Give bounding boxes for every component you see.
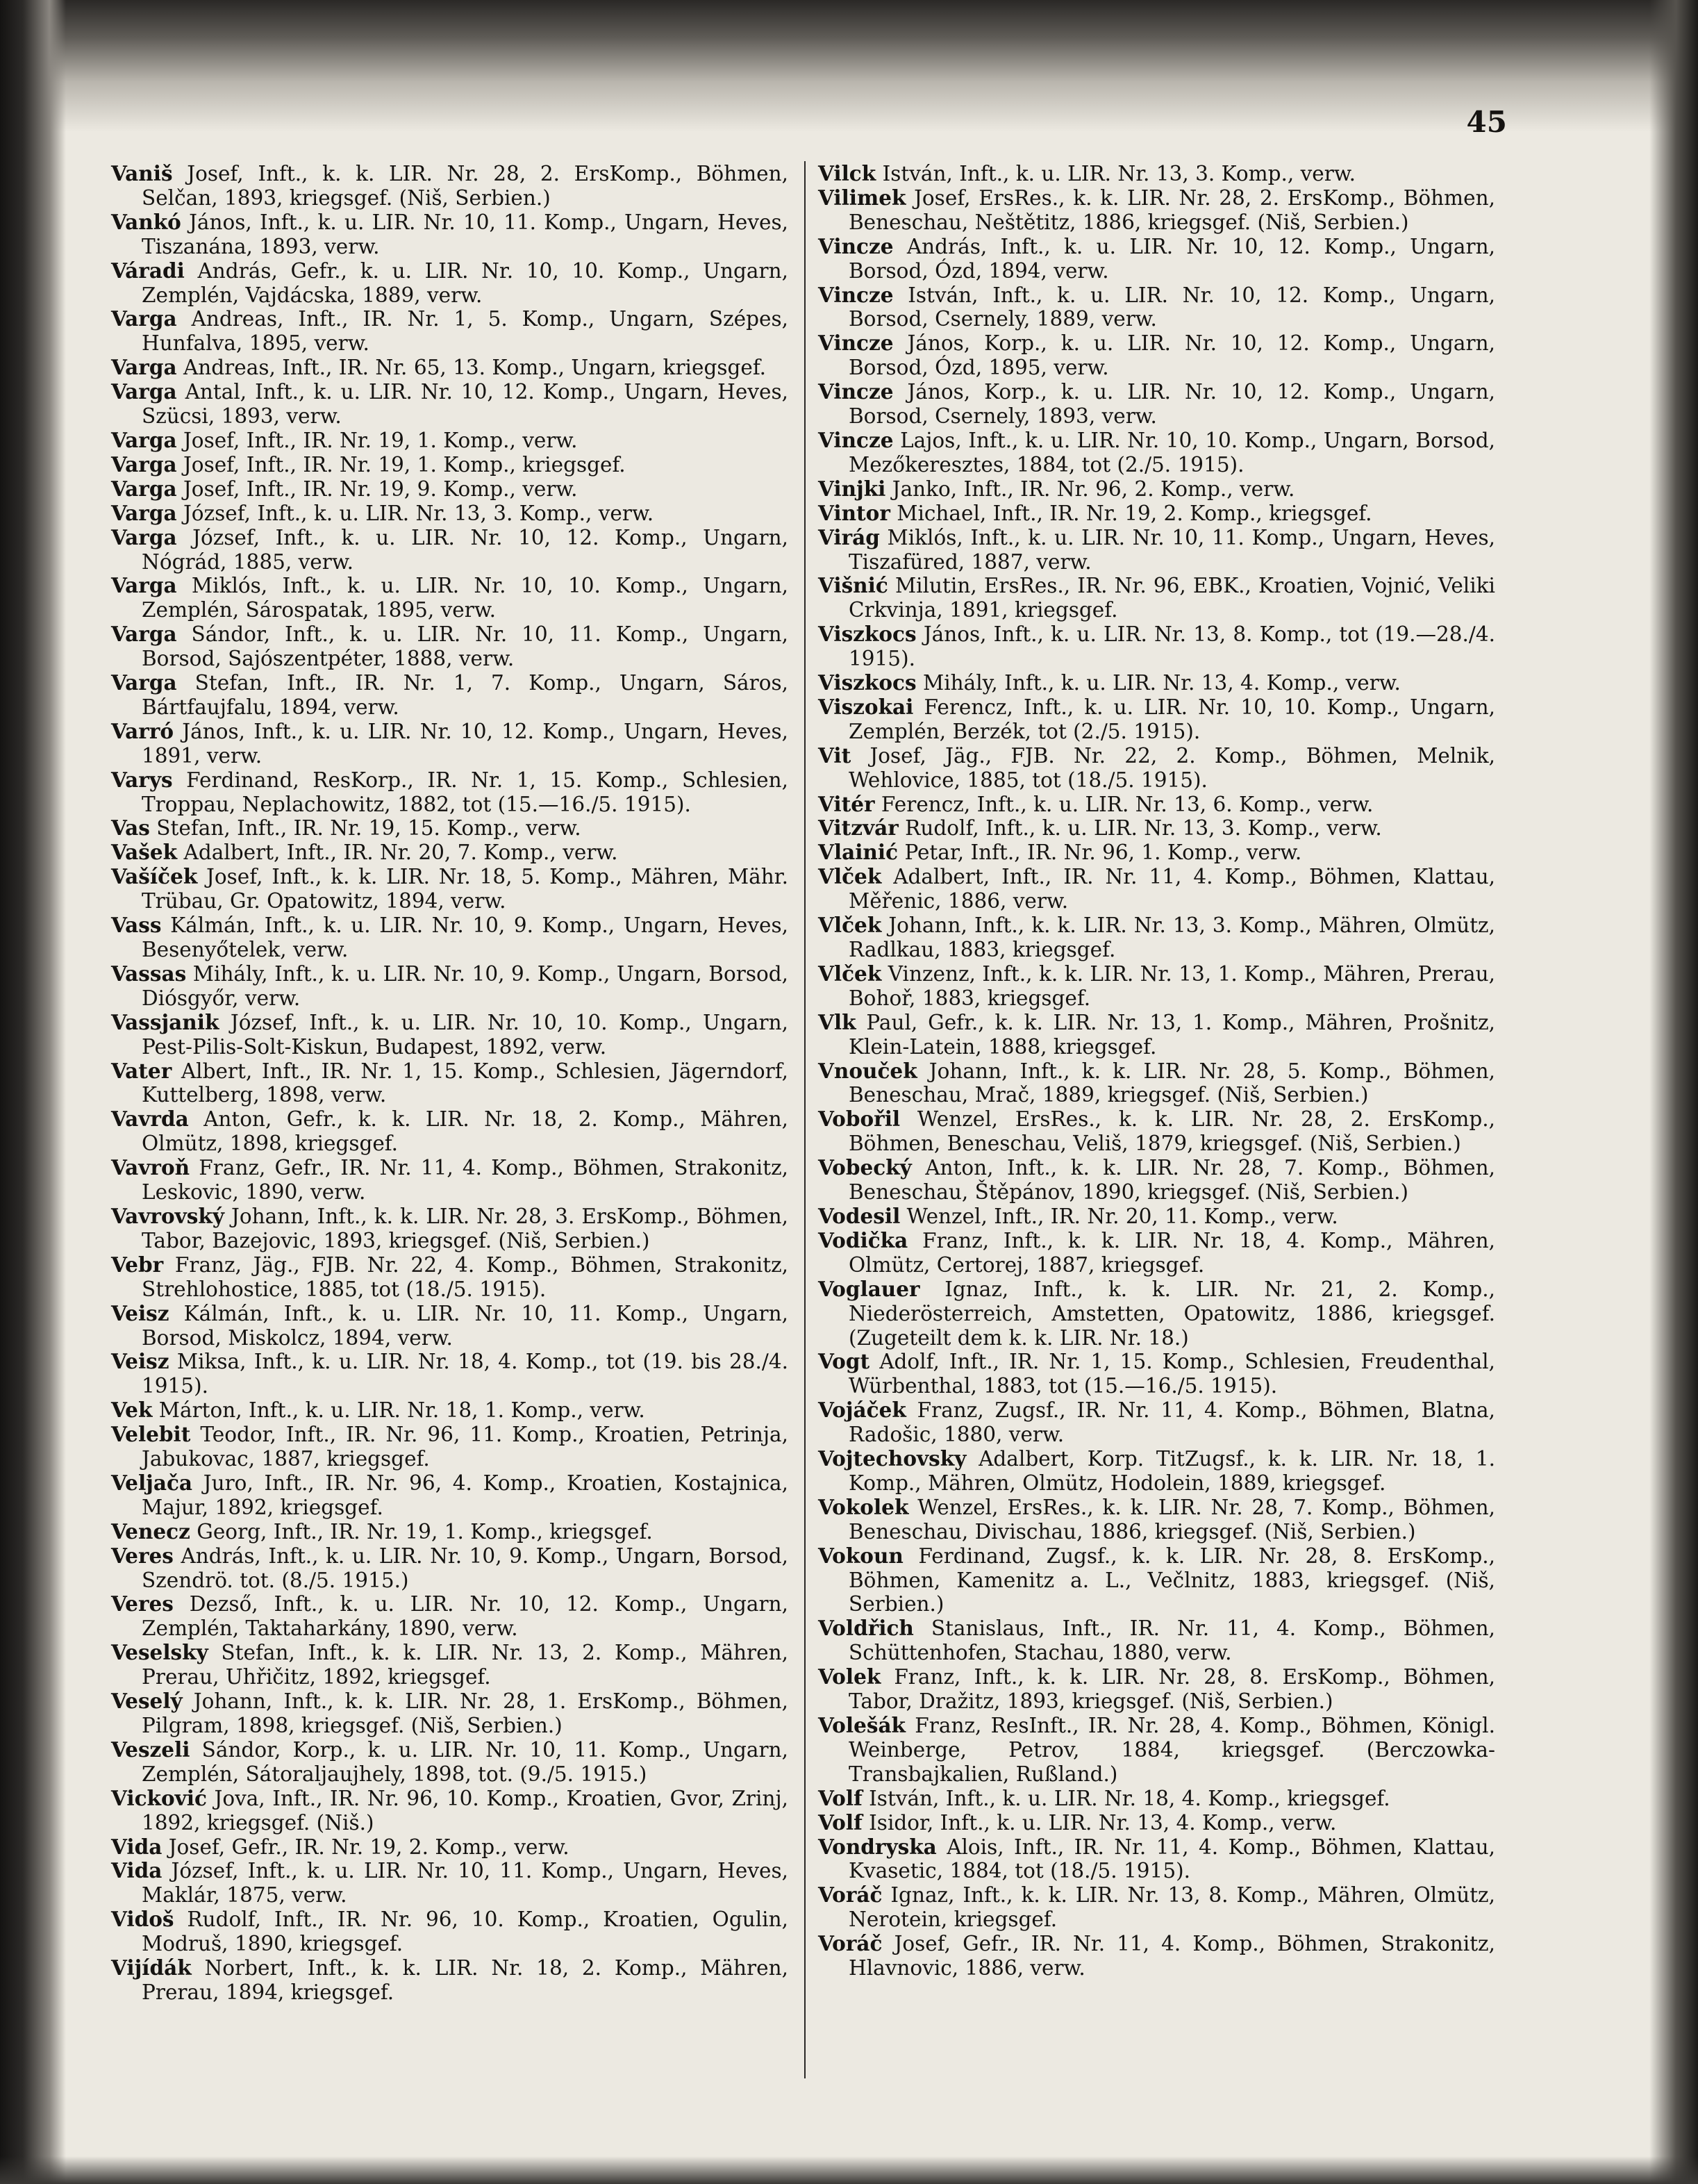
entry-details: András, Inft., k. u. LIR. Nr. 10, 12. Komp., Ungarn, Borsod, Ózd, 1894, verw.	[849, 234, 1495, 283]
list-item	[818, 841, 1495, 865]
list-item	[111, 865, 788, 913]
entry-surname: Vincze	[818, 427, 894, 452]
entry-details: Johann, Inft., k. k. LIR. Nr. 28, 1. ErsKomp., Böhmen, Pilgram, 1898, kriegsgef. (Niš, Serbien.)	[142, 1689, 788, 1737]
entry-details: Kálmán, Inft., k. u. LIR. Nr. 10, 11. Komp., Ungarn, Borsod, Miskolcz, 1894, verw.	[142, 1301, 788, 1350]
list-item	[111, 1471, 788, 1520]
entry-surname: Vlček	[818, 961, 882, 986]
entry-surname: Vassas	[111, 961, 187, 986]
entry-surname: Varys	[111, 767, 173, 792]
entry-details: Andreas, Inft., IR. Nr. 65, 13. Komp., Ungarn, kriegsgef.	[183, 356, 767, 380]
entry-details: Mihály, Inft., k. u. LIR. Nr. 13, 4. Komp., verw.	[923, 671, 1401, 695]
list-item	[818, 1107, 1495, 1156]
entry-surname: Vlainić	[818, 840, 899, 865]
entry-details: Ferencz, Inft., k. u. LIR. Nr. 10, 10. Komp., Ungarn, Zemplén, Berzék, tot (2./5. 1915).	[849, 695, 1495, 743]
entry-details: Andreas, Inft., IR. Nr. 1, 5. Komp., Ungarn, Szépes, Hunfalva, 1895, verw.	[142, 307, 788, 356]
list-item	[111, 671, 788, 720]
entry-details: József, Inft., k. u. LIR. Nr. 13, 3. Komp., verw.	[183, 501, 654, 525]
entry-surname: Vijídák	[111, 1955, 192, 1980]
list-item	[818, 186, 1495, 235]
entry-details: János, Inft., k. u. LIR. Nr. 13, 8. Komp., tot (19.—28./4. 1915).	[849, 622, 1495, 671]
entry-details: Alois, Inft., IR. Nr. 11, 4. Komp., Böhmen, Klattau, Kvasetic, 1884, tot (18./5. 1915).	[849, 1835, 1495, 1883]
list-item	[818, 695, 1495, 744]
list-item	[818, 816, 1495, 841]
entry-details: Jova, Inft., IR. Nr. 96, 10. Komp., Kroatien, Gvor, Zrinj, 1892, kriegsgef. (Niš.)	[142, 1786, 788, 1835]
list-item	[111, 1689, 788, 1738]
entry-surname: Vas	[111, 816, 150, 841]
entry-surname: Veisz	[111, 1349, 169, 1374]
entry-surname: Vlček	[818, 913, 882, 938]
entry-details: Norbert, Inft., k. k. LIR. Nr. 18, 2. Komp., Mähren, Prerau, 1894, kriegsgef.	[142, 1956, 788, 2004]
entry-details: Adalbert, Inft., IR. Nr. 20, 7. Komp., verw.	[183, 841, 618, 865]
entry-surname: Vlček	[818, 864, 882, 889]
entry-details: Michael, Inft., IR. Nr. 19, 2. Komp., kriegsgef.	[897, 501, 1372, 525]
list-item	[818, 1277, 1495, 1350]
entry-details: Petar, Inft., IR. Nr. 96, 1. Komp., verw.	[904, 841, 1302, 865]
entry-surname: Varga	[111, 476, 177, 501]
list-item	[111, 429, 788, 453]
entry-surname: Virág	[818, 524, 880, 549]
entry-surname: Varga	[111, 427, 177, 452]
entry-details: Wenzel, ErsRes., k. k. LIR. Nr. 28, 7. Komp., Böhmen, Beneschau, Divischau, 1886, kriegsgef. (Niš, Serbien.)	[849, 1495, 1495, 1544]
entry-details: Miklós, Inft., k. u. LIR. Nr. 10, 11. Komp., Ungarn, Heves, Tiszafüred, 1887, verw.	[849, 525, 1495, 574]
entry-details: Josef, Inft., IR. Nr. 19, 1. Komp., kriegsgef.	[183, 452, 626, 477]
list-item	[818, 962, 1495, 1011]
entry-surname: Vokoun	[818, 1543, 904, 1568]
entry-surname: Vilimek	[818, 185, 906, 210]
entry-surname: Volek	[818, 1664, 881, 1689]
list-item	[111, 1398, 788, 1423]
entry-surname: Voglauer	[818, 1276, 920, 1301]
entry-details: Franz, Inft., k. k. LIR. Nr. 18, 4. Komp., Mähren, Olmütz, Certorej, 1887, kriegsgef.	[849, 1228, 1495, 1277]
entry-details: József, Inft., k. u. LIR. Nr. 10, 10. Komp., Ungarn, Pest-Pilis-Solt-Kiskun, Budapest, 1892, verw.	[142, 1010, 788, 1059]
list-item	[818, 1714, 1495, 1787]
entry-details: Lajos, Inft., k. u. LIR. Nr. 10, 10. Komp., Ungarn, Borsod, Mezőkeresztes, 1884, tot (2./5. 1915).	[849, 428, 1495, 477]
entry-surname: Vobecký	[818, 1155, 912, 1180]
list-item	[111, 622, 788, 671]
entry-surname: Vokolek	[818, 1494, 909, 1519]
entry-details: Miksa, Inft., k. u. LIR. Nr. 18, 4. Komp., tot (19. bis 28./4. 1915).	[142, 1350, 788, 1398]
list-item	[111, 162, 788, 210]
entry-details: Josef, Jäg., FJB. Nr. 22, 2. Komp., Böhmen, Melnik, Wehlovice, 1885, tot (18./5. 1915).	[849, 743, 1495, 792]
list-item	[111, 1302, 788, 1350]
list-item	[818, 671, 1495, 695]
entry-surname: Varga	[111, 355, 177, 380]
entry-details: Rudolf, Inft., IR. Nr. 96, 10. Komp., Kroatien, Ogulin, Modruš, 1890, kriegsgef.	[142, 1908, 788, 1956]
entry-surname: Viszkocs	[818, 622, 917, 647]
list-item	[818, 1205, 1495, 1229]
list-item	[111, 1350, 788, 1398]
entry-details: József, Inft., k. u. LIR. Nr. 10, 11. Komp., Ungarn, Heves, Maklár, 1875, verw.	[142, 1859, 788, 1908]
entry-surname: Vidoš	[111, 1907, 174, 1932]
list-item	[111, 1011, 788, 1059]
entry-details: János, Inft., k. u. LIR. Nr. 10, 11. Komp., Ungarn, Heves, Tiszanána, 1893, verw.	[142, 210, 788, 258]
entry-surname: Višnić	[818, 573, 888, 598]
list-item	[111, 526, 788, 574]
entry-surname: Varga	[111, 500, 177, 525]
entry-surname: Vincze	[818, 379, 894, 404]
list-item	[818, 1156, 1495, 1205]
entry-surname: Vincze	[818, 282, 894, 307]
entry-details: Johann, Inft., k. k. LIR. Nr. 28, 5. Komp., Böhmen, Beneschau, Mrač, 1889, kriegsgef. (Niš, Serbien.)	[849, 1059, 1495, 1107]
entry-surname: Veselsky	[111, 1640, 208, 1665]
list-item	[111, 1205, 788, 1253]
entry-details: Johann, Inft., k. k. LIR. Nr. 13, 3. Komp., Mähren, Olmütz, Radlkau, 1883, kriegsgef.	[849, 913, 1495, 961]
entry-surname: Vobořil	[818, 1107, 901, 1132]
entry-surname: Vaniš	[111, 161, 173, 185]
list-item	[818, 283, 1495, 332]
page-shadow-top	[0, 0, 1698, 132]
list-item	[111, 380, 788, 429]
entry-surname: Viszokai	[818, 694, 914, 719]
list-item	[818, 526, 1495, 574]
list-item	[818, 380, 1495, 429]
entry-surname: Vit	[818, 743, 851, 768]
entry-surname: Vassjanik	[111, 1009, 219, 1034]
list-item	[111, 1253, 788, 1302]
entry-details: Franz, Inft., k. k. LIR. Nr. 28, 8. ErsKomp., Böhmen, Tabor, Dražitz, 1893, kriegsgef. (Niš, Serbien.)	[849, 1665, 1495, 1714]
entry-details: Adalbert, Korp. TitZugsf., k. k. LIR. Nr. 18, 1. Komp., Mähren, Olmütz, Hodolein, 1889, kriegsgef.	[849, 1447, 1495, 1495]
entry-details: Janko, Inft., IR. Nr. 96, 2. Komp., verw.	[892, 477, 1295, 501]
entry-details: Rudolf, Inft., k. u. LIR. Nr. 13, 3. Komp., verw.	[905, 816, 1382, 841]
entry-details: Johann, Inft., k. k. LIR. Nr. 28, 3. ErsKomp., Böhmen, Tabor, Bazejovic, 1893, kriegsgef. (Niš, Serbien.)	[142, 1204, 788, 1252]
entry-details: János, Korp., k. u. LIR. Nr. 10, 12. Komp., Ungarn, Borsod, Ózd, 1895, verw.	[849, 331, 1495, 380]
entry-surname: Velebit	[111, 1422, 191, 1447]
entry-details: Josef, Gefr., IR. Nr. 11, 4. Komp., Böhmen, Strakonitz, Hlavnovic, 1886, verw.	[849, 1932, 1495, 1980]
entry-surname: Voldřich	[818, 1616, 914, 1641]
entry-surname: Vnouček	[818, 1058, 917, 1083]
column-divider	[804, 161, 806, 2078]
list-item	[111, 1738, 788, 1787]
entry-surname: Vašíček	[111, 864, 198, 889]
entry-surname: Varga	[111, 306, 177, 331]
list-item	[111, 816, 788, 841]
list-item	[818, 1059, 1495, 1108]
entry-details: Josef, Inft., IR. Nr. 19, 9. Komp., verw.	[183, 477, 578, 501]
entry-surname: Vida	[111, 1858, 163, 1883]
list-item	[818, 1011, 1495, 1059]
entry-details: Franz, ResInft., IR. Nr. 28, 4. Komp., Böhmen, Königl. Weinberge, Petrov, 1884, kriegsgef. (Berczowka-Transbajkalien, Rußland.)	[849, 1714, 1495, 1786]
list-item	[111, 1835, 788, 1860]
right-column	[818, 162, 1495, 1980]
entry-details: Wenzel, Inft., IR. Nr. 20, 11. Komp., verw.	[906, 1204, 1338, 1228]
entry-surname: Varga	[111, 524, 177, 549]
list-item	[111, 962, 788, 1011]
list-item	[111, 1592, 788, 1641]
list-item	[818, 477, 1495, 502]
list-item	[818, 1665, 1495, 1714]
list-item	[818, 331, 1495, 380]
entry-details: József, Inft., k. u. LIR. Nr. 10, 12. Komp., Ungarn, Nógrád, 1885, verw.	[142, 525, 788, 574]
list-item	[111, 720, 788, 768]
entry-surname: Vondryska	[818, 1834, 937, 1859]
entry-details: Antal, Inft., k. u. LIR. Nr. 10, 12. Komp., Ungarn, Heves, Szücsi, 1893, verw.	[142, 380, 788, 429]
page-shadow-right	[1649, 0, 1698, 2184]
list-item	[818, 1932, 1495, 1980]
entry-details: Ignaz, Inft., k. k. LIR. Nr. 13, 8. Komp., Mähren, Olmütz, Nerotein, kriegsgef.	[849, 1883, 1495, 1932]
list-item	[818, 429, 1495, 477]
entry-details: Ferdinand, ResKorp., IR. Nr. 1, 15. Komp., Schlesien, Troppau, Neplachowitz, 1882, tot (15.—16./5. 1915).	[142, 768, 789, 816]
entry-surname: Vavrovský	[111, 1203, 224, 1228]
list-item	[818, 1883, 1495, 1932]
entry-surname: Vodesil	[818, 1203, 901, 1228]
entry-details: Milutin, ErsRes., IR. Nr. 96, EBK., Kroatien, Vojnić, Veliki Crkvinja, 1891, kriegsgef.	[849, 574, 1495, 622]
entry-surname: Voráč	[818, 1883, 883, 1908]
list-item	[111, 1641, 788, 1689]
list-item	[818, 1350, 1495, 1398]
entry-details: Anton, Gefr., k. k. LIR. Nr. 18, 2. Komp., Mähren, Olmütz, 1898, kriegsgef.	[142, 1107, 788, 1156]
entry-surname: Vincze	[818, 233, 894, 258]
list-item	[111, 841, 788, 865]
list-item	[111, 356, 788, 380]
list-item	[111, 1107, 788, 1156]
entry-surname: Volf	[818, 1810, 863, 1835]
list-item	[818, 913, 1495, 962]
list-item	[111, 574, 788, 622]
entry-surname: Váradi	[111, 258, 185, 283]
entry-surname: Veres	[111, 1543, 174, 1568]
page-shadow-bottom	[0, 2156, 1698, 2184]
entry-surname: Viszkocs	[818, 670, 917, 695]
entry-details: Georg, Inft., IR. Nr. 19, 1. Komp., kriegsgef.	[197, 1519, 653, 1544]
entry-details: János, Inft., k. u. LIR. Nr. 10, 12. Komp., Ungarn, Heves, 1891, verw.	[142, 719, 788, 768]
list-item	[111, 1423, 788, 1471]
entry-details: Teodor, Inft., IR. Nr. 96, 11. Komp., Kroatien, Petrinja, Jabukovac, 1887, kriegsgef.	[142, 1423, 788, 1471]
entry-surname: Vinjki	[818, 476, 886, 501]
entry-details: Dezső, Inft., k. u. LIR. Nr. 10, 12. Komp., Ungarn, Zemplén, Taktaharkány, 1890, verw.	[142, 1592, 788, 1641]
entry-details: Josef, ErsRes., k. k. LIR. Nr. 28, 2. ErsKomp., Böhmen, Beneschau, Neštětitz, 1886, kriegsgef. (Niš, Serbien.)	[849, 185, 1495, 234]
entry-details: István, Inft., k. u. LIR. Nr. 13, 3. Komp., verw.	[882, 162, 1356, 185]
entry-details: Sándor, Inft., k. u. LIR. Nr. 10, 11. Komp., Ungarn, Borsod, Sajószentpéter, 1888, verw.	[142, 622, 788, 671]
list-item	[111, 913, 788, 962]
entry-surname: Vodička	[818, 1227, 908, 1252]
list-item	[818, 1787, 1495, 1811]
entry-details: Adolf, Inft., IR. Nr. 1, 15. Komp., Schlesien, Freudenthal, Würbenthal, 1883, tot (15.—16./5. 1915).	[849, 1350, 1495, 1398]
list-item	[111, 768, 788, 817]
list-item	[111, 259, 788, 308]
entry-details: Márton, Inft., k. u. LIR. Nr. 18, 1. Komp., verw.	[158, 1398, 645, 1423]
entry-details: Anton, Inft., k. k. LIR. Nr. 28, 7. Komp., Böhmen, Beneschau, Štěpánov, 1890, kriegsgef. (Niš, Serbien.)	[849, 1156, 1495, 1205]
list-item	[818, 1616, 1495, 1665]
entry-details: Juro, Inft., IR. Nr. 96, 4. Komp., Kroatien, Kostajnica, Majur, 1892, kriegsgef.	[142, 1471, 788, 1519]
entry-details: Wenzel, ErsRes., k. k. LIR. Nr. 28, 2. ErsKomp., Böhmen, Beneschau, Veliš, 1879, kriegsgef. (Niš, Serbien.)	[849, 1107, 1495, 1156]
left-column	[111, 162, 788, 2005]
entry-details: Josef, Inft., IR. Nr. 19, 1. Komp., verw.	[183, 428, 578, 452]
entry-surname: Voráč	[818, 1931, 883, 1956]
entry-details: András, Gefr., k. u. LIR. Nr. 10, 10. Komp., Ungarn, Zemplén, Vajdácska, 1889, verw.	[142, 258, 788, 307]
entry-surname: Vojáček	[818, 1398, 906, 1423]
list-item	[111, 1544, 788, 1593]
entry-surname: Volf	[818, 1785, 863, 1810]
entry-surname: Veisz	[111, 1300, 169, 1325]
list-item	[111, 1859, 788, 1908]
entry-surname: Varga	[111, 573, 177, 598]
entry-surname: Varró	[111, 718, 174, 743]
list-item	[111, 477, 788, 502]
entry-surname: Varga	[111, 379, 177, 404]
entry-surname: Vek	[111, 1398, 153, 1423]
entry-surname: Veszeli	[111, 1737, 190, 1762]
list-item	[111, 1956, 788, 2005]
entry-surname: Varga	[111, 452, 177, 477]
entry-details: Josef, Inft., k. k. LIR. Nr. 28, 2. ErsKomp., Böhmen, Selčan, 1893, kriegsgef. (Niš, Serbien.)	[142, 162, 788, 210]
list-item	[818, 574, 1495, 622]
entry-surname: Vavrda	[111, 1107, 189, 1132]
list-item	[111, 1520, 788, 1544]
entry-details: István, Inft., k. u. LIR. Nr. 10, 12. Komp., Ungarn, Borsod, Csernely, 1889, verw.	[849, 283, 1495, 331]
entry-details: Adalbert, Inft., IR. Nr. 11, 4. Komp., Böhmen, Klattau, Měřenic, 1886, verw.	[849, 865, 1495, 913]
entry-surname: Vitzvár	[818, 816, 899, 841]
list-item	[111, 210, 788, 259]
list-item	[818, 1496, 1495, 1544]
list-item	[818, 622, 1495, 671]
entry-surname: Vogt	[818, 1349, 870, 1374]
entry-surname: Vater	[111, 1058, 172, 1083]
entry-surname: Vida	[111, 1834, 163, 1859]
list-item	[111, 1059, 788, 1108]
entry-details: Franz, Gefr., IR. Nr. 11, 4. Komp., Böhmen, Strakonitz, Leskovic, 1890, verw.	[142, 1156, 788, 1205]
entry-details: Josef, Gefr., IR. Nr. 19, 2. Komp., verw.	[168, 1835, 569, 1859]
list-item	[111, 453, 788, 477]
entry-surname: Veres	[111, 1591, 174, 1616]
entry-details: Josef, Inft., k. k. LIR. Nr. 18, 5. Komp., Mähren, Mähr. Trübau, Gr. Opatowitz, 1894, verw.	[142, 865, 788, 913]
list-item	[818, 162, 1495, 186]
entry-surname: Vintor	[818, 500, 890, 525]
entry-details: Kálmán, Inft., k. u. LIR. Nr. 10, 9. Komp., Ungarn, Heves, Besenyőtelek, verw.	[142, 913, 788, 961]
entry-details: Vinzenz, Inft., k. k. LIR. Nr. 13, 1. Komp., Mähren, Prerau, Bohoř, 1883, kriegsgef.	[849, 961, 1495, 1010]
entry-details: János, Korp., k. u. LIR. Nr. 10, 12. Komp., Ungarn, Borsod, Csernely, 1893, verw.	[849, 380, 1495, 429]
entry-surname: Vlk	[818, 1009, 856, 1034]
entry-details: Albert, Inft., IR. Nr. 1, 15. Komp., Schlesien, Jägerndorf, Kuttelberg, 1898, verw.	[142, 1059, 788, 1107]
entry-details: András, Inft., k. u. LIR. Nr. 10, 9. Komp., Ungarn, Borsod, Szendrö. tot. (8./5. 1915.)	[142, 1544, 788, 1592]
entry-surname: Vicković	[111, 1785, 207, 1810]
entry-details: Paul, Gefr., k. k. LIR. Nr. 13, 1. Komp., Mähren, Prošnitz, Klein-Latein, 1888, kriegsgef.	[849, 1010, 1495, 1059]
page-shadow-left	[0, 0, 66, 2184]
entry-surname: Venecz	[111, 1519, 190, 1544]
list-item	[818, 1544, 1495, 1617]
entry-surname: Vilck	[818, 161, 876, 185]
list-item	[818, 502, 1495, 526]
entry-surname: Vass	[111, 913, 162, 938]
entry-details: Mihály, Inft., k. u. LIR. Nr. 10, 9. Komp., Ungarn, Borsod, Diósgyőr, verw.	[142, 961, 788, 1010]
entry-details: Ferencz, Inft., k. u. LIR. Nr. 13, 6. Komp., verw.	[881, 792, 1374, 816]
entry-surname: Veselý	[111, 1689, 183, 1714]
entry-surname: Vebr	[111, 1252, 164, 1277]
entry-surname: Vankó	[111, 209, 181, 234]
entry-surname: Varga	[111, 622, 177, 647]
list-item	[818, 1229, 1495, 1277]
page-number: 45	[1466, 105, 1507, 139]
entry-surname: Vitér	[818, 791, 875, 816]
entry-surname: Vavroň	[111, 1155, 190, 1180]
entry-surname: Veljača	[111, 1470, 193, 1495]
list-item	[818, 744, 1495, 793]
list-item	[818, 1811, 1495, 1835]
entry-details: Stefan, Inft., IR. Nr. 1, 7. Komp., Ungarn, Sáros, Bártfaujfalu, 1894, verw.	[142, 671, 788, 719]
entry-surname: Vincze	[818, 331, 894, 356]
entry-details: Stefan, Inft., k. k. LIR. Nr. 13, 2. Komp., Mähren, Prerau, Uhřičitz, 1892, kriegsgef.	[142, 1641, 788, 1689]
list-item	[818, 865, 1495, 913]
list-item	[111, 502, 788, 526]
entry-details: Ignaz, Inft., k. k. LIR. Nr. 21, 2. Komp., Niederösterreich, Amstetten, Opatowitz, 1886, kriegsgef. (Zugeteilt dem k. k. LIR. Nr. 18.)	[849, 1277, 1495, 1350]
entry-surname: Vojtechovsky	[818, 1446, 967, 1471]
entry-details: Isidor, Inft., k. u. LIR. Nr. 13, 4. Komp., verw.	[869, 1810, 1337, 1835]
entry-details: Franz, Zugsf., IR. Nr. 11, 4. Komp., Böhmen, Blatna, Radošic, 1880, verw.	[849, 1398, 1495, 1447]
list-item	[818, 1835, 1495, 1884]
entry-details: Stanislaus, Inft., IR. Nr. 11, 4. Komp., Böhmen, Schüttenhofen, Stachau, 1880, verw.	[849, 1616, 1495, 1665]
entry-details: Miklós, Inft., k. u. LIR. Nr. 10, 10. Komp., Ungarn, Zemplén, Sárospatak, 1895, verw.	[142, 574, 788, 622]
entry-details: Sándor, Korp., k. u. LIR. Nr. 10, 11. Komp., Ungarn, Zemplén, Sátoraljaujhely, 1898, tot. (9./5. 1915.)	[142, 1737, 788, 1786]
entry-surname: Volešák	[818, 1713, 906, 1737]
entry-surname: Vašek	[111, 840, 178, 865]
entry-details: István, Inft., k. u. LIR. Nr. 18, 4. Komp., kriegsgef.	[869, 1786, 1390, 1810]
list-item	[111, 1787, 788, 1835]
entry-details: Franz, Jäg., FJB. Nr. 22, 4. Komp., Böhmen, Strakonitz, Strehlohostice, 1885, tot (18./5. 1915).	[142, 1252, 788, 1301]
entry-surname: Varga	[111, 670, 177, 695]
entry-details: Stefan, Inft., IR. Nr. 19, 15. Komp., verw.	[156, 816, 581, 841]
list-item	[818, 1398, 1495, 1447]
entry-details: Ferdinand, Zugsf., k. k. LIR. Nr. 28, 8. ErsKomp., Böhmen, Kamenitz a. L., Večlnitz, 1883, kriegsgef. (Niš, Serbien.)	[849, 1544, 1495, 1616]
list-item	[111, 1156, 788, 1205]
list-item	[818, 235, 1495, 283]
list-item	[111, 1908, 788, 1956]
list-item	[111, 307, 788, 356]
list-item	[818, 793, 1495, 817]
list-item	[818, 1447, 1495, 1496]
